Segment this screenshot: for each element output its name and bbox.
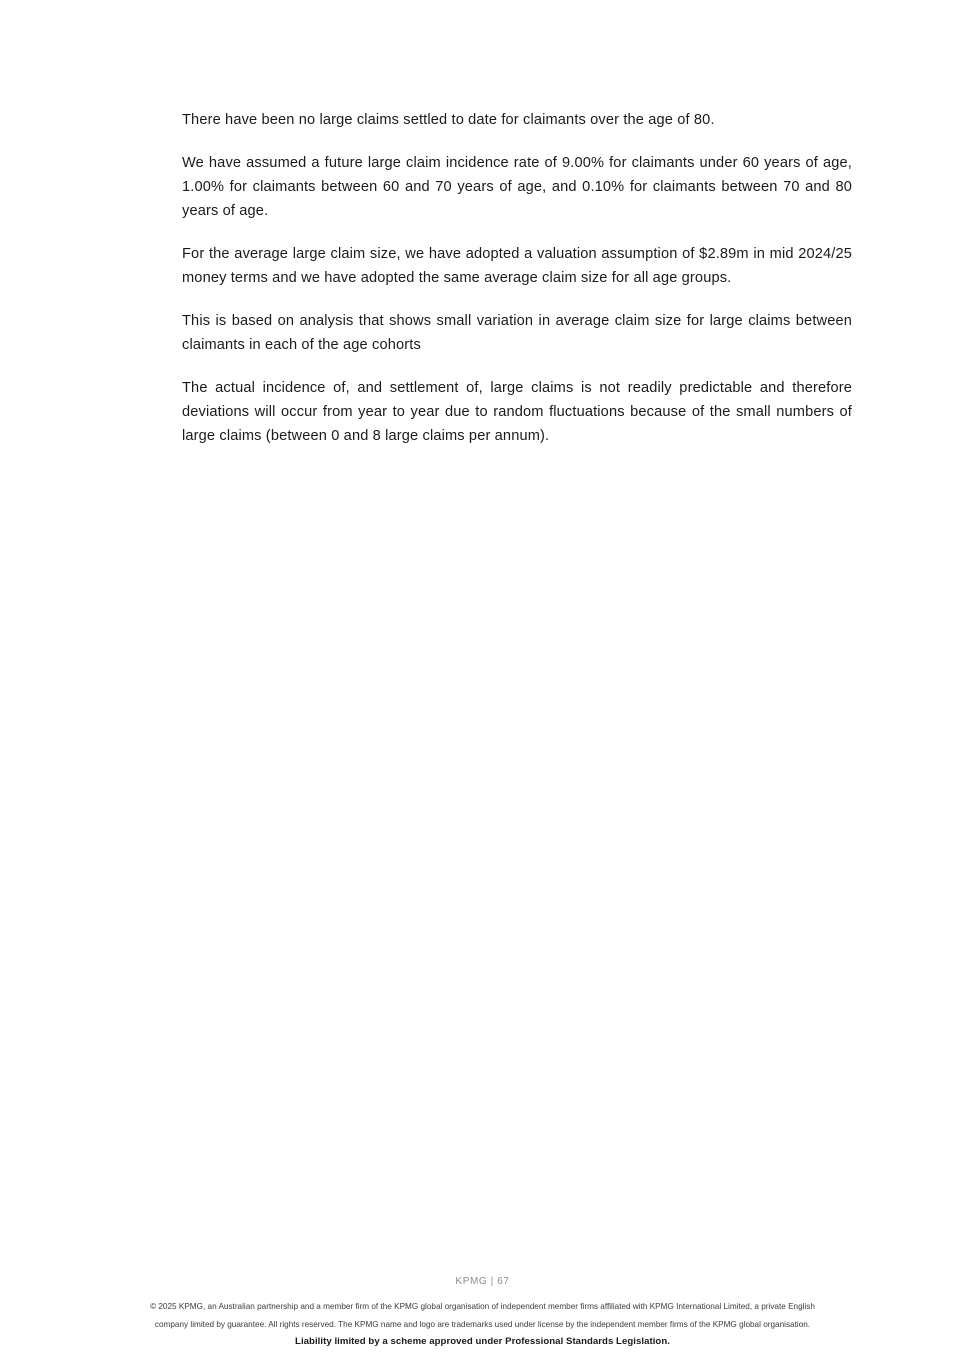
paragraph-2: We have assumed a future large claim incidence rate of 9.00% for claimants under 60 years of age, 1.00% for claimants between 60 and 70 years of age, and 0.10% for claimants between 70 and 80 years of age. bbox=[182, 155, 852, 219]
paragraph-4: This is based on analysis that shows small variation in average claim size for large claims between claimants in each of the age cohorts bbox=[182, 313, 852, 353]
liability-statement: Liability limited by a scheme approved under Professional Standards Legislation. bbox=[295, 1336, 670, 1347]
legal-notice-line-1: © 2025 KPMG, an Australian partnership and a member firm of the KPMG global organisation of independent member firms affiliated with KPMG International Limited, a private English bbox=[150, 1302, 815, 1311]
document-body bbox=[182, 108, 852, 448]
paragraph-5: The actual incidence of, and settlement of, large claims is not readily predictable and therefore deviations will occur from year to year due to random fluctuations because of the small numbers of large claims (between 0 and 8 large claims per annum). bbox=[182, 380, 852, 444]
legal-notice-line-2: company limited by guarantee. All rights reserved. The KPMG name and logo are trademarks used under license by the independent member firms of the KPMG global organisation. bbox=[154, 1319, 811, 1329]
page-number: KPMG | 67 bbox=[455, 1276, 510, 1287]
paragraph-1: There have been no large claims settled to date for claimants over the age of 80. bbox=[182, 112, 715, 128]
paragraph-3: For the average large claim size, we have adopted a valuation assumption of $2.89m in mid 2024/25 money terms and we have adopted the same average claim size for all age groups. bbox=[182, 246, 852, 286]
page-footer bbox=[0, 1276, 965, 1365]
